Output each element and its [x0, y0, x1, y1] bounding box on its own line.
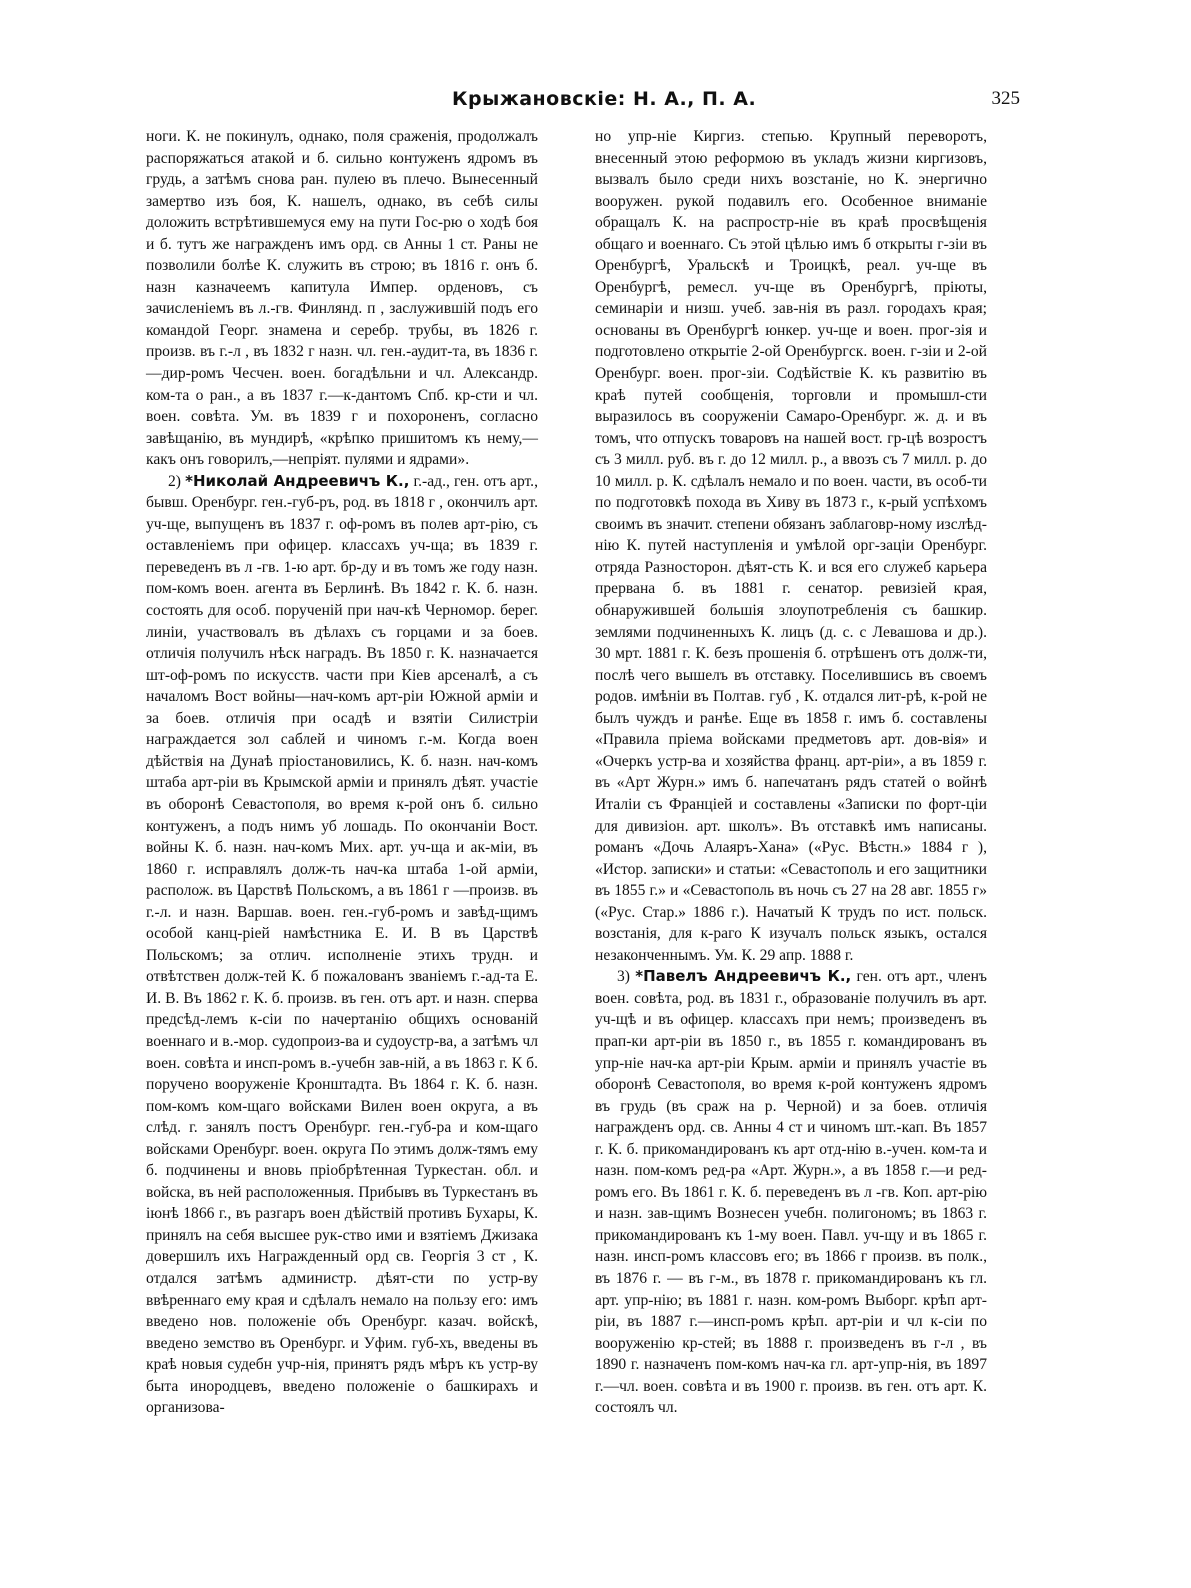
entry-number: 2) — [168, 472, 181, 490]
entry-continuation: но упр-ніе Киргиз. степью. Крупный переворотъ, внесенный этою реформою въ укладъ жизни киргизовъ, вызвалъ было среди нихъ возстаніе, но К. энергично вооружен. рукой подавилъ его. Особенное вниманіе обращалъ К. на распростр-ніе въ краѣ просвѣщенія общаго и военнаго. Съ этой цѣлью имъ б открыты г-зіи въ Оренбургѣ, Уральскѣ и Троицкѣ, реал. уч-ще въ Оренбургѣ, ремесл. уч-ще въ Оренбургѣ, пріюты, семинаріи и низш. учеб. зав-нія въ разл. городахъ края; основаны въ Оренбургѣ юнкер. уч-ще и воен. прог-зія и подготовлено открытіе 2-ой Оренбургск. воен. г-зіи и 2-ой Оренбург. воен. прог-зіи. Содѣйствіе К. къ развитію въ краѣ путей сообщенія, торговли и промышл-сти выразилось въ сооруженіи Самаро-Оренбург. ж. д. и въ томъ, что отпускъ товаровъ на нашей вост. гр-цѣ возростъ съ 3 милл. руб. въ г. до 12 милл. р., а ввозъ съ 7 милл. р. до 10 милл. р. К. сдѣлалъ немало и по воен. части, въ особ-ти по подготовкѣ похода въ Хиву въ 1873 г., к-рый успѣхомъ своимъ въ значит. степени обязанъ заблаговр-ному изслѣд-нію К. путей наступленія и умѣлой орг-заціи Оренбург. отряда Разносторон. дѣят-сть К. и вся его служеб карьера прервана б. въ 1881 г. сенатор. ревизіей края, обнаружившей большія злоупотребленія съ башкир. землями подчиненныхъ К. лицъ (д. с. с Левашова и др.). 30 мрт. 1881 г. К. безъ прошенія б. отрѣшенъ отъ долж-ти, послѣ чего вышелъ въ отставку. Поселившись въ своемъ родов. имѣніи въ Полтав. губ , К. отдался лит-рѣ, к-рой не былъ чуждъ и ранѣе. Еще въ 1858 г. имъ б. составлены «Правила пріема войсками предметовъ арт. дов-вія» и «Очеркъ устр-ва и хозяйства франц. арт-ріи», а въ 1859 г. въ «Арт Журн.» имъ б. напечатанъ рядъ статей о войнѣ Италіи съ Франціей и составлены «Записки по форт-ціи для дивизіон. арт. школъ». Въ отставкѣ имъ написаны. романъ «Дочь Алаяръ-Хана» («Рус. Вѣстн.» 1884 г ), «Истор. записки» и статьи: «Севастополь и его защитники въ 1855 г.» и «Севастополь въ ночь съ 27 на 28 авг. 1855 г» («Рус. Стар.» 1886 г.). Начатый К трудъ по ист. польск. возстанія, для к-раго К изучалъ польск языкъ, остался незаконченнымъ. Ум. К. 29 апр. 1888 г. — [595, 128, 987, 964]
right-column — [595, 126, 987, 1419]
entry-heading-name: *Николай Андреевичъ К., — [185, 471, 410, 490]
entry-body: г.-ад., ген. отъ арт., бывш. Оренбург. ген.-губ-ръ, род. въ 1818 г , окончилъ арт. уч-ще, выпущенъ въ 1837 г. оф-ромъ въ полев арт-рію, съ оставленіемъ при офицер. классахъ уч-ща; въ 1839 г. переведенъ въ л -гв. 1-ю арт. бр-ду и въ томъ же году назн. пом-комъ воен. агента въ Берлинѣ. Въ 1842 г. К. б. назн. состоять для особ. порученій при нач-кѣ Черномор. берег. линіи, участвовалъ въ дѣлахъ съ горцами и за боев. отличія получилъ нѣск наградъ. Въ 1850 г. К. назначается шт-оф-ромъ по искусств. части при Кіев арсеналѣ, а съ началомъ Вост войны—нач-комъ арт-ріи Южной арміи и за боев. отличія при осадѣ и взятіи Силистріи награждается зол саблей и чиномъ г.-м. Когда воен дѣйствія на Дунаѣ пріостановились, К. б. назн. нач-комъ штаба арт-ріи въ Крымской арміи и принялъ дѣят. участіе въ оборонѣ Севастополя, во время к-рой онъ б. сильно контуженъ, а подъ нимъ уб лошадь. По окончаніи Вост. войны К. б. назн. нач-комъ Мих. арт. уч-ща и ак-міи, въ 1860 г. исправлялъ долж-ть нач-ка штаба 1-ой арміи, располож. въ Царствѣ Польскомъ, а въ 1861 г —произв. въ г.-л. и назн. Варшав. воен. ген.-губ-ромъ и завѣд-щимъ особой канц-ріей намѣстника Е. И. В въ Царствѣ Польскомъ; за отлич. исполненіе этихъ трудн. и отвѣтствен долж-тей К. б пожалованъ званіемъ г.-ад-та Е. И. В. Въ 1862 г. К. б. произв. въ ген. отъ арт. и назн. сперва предсѣд-лемъ к-сіи по начертанію общихъ основаній военнаго и в.-мор. судопроиз-ва и судоустр-ва, а затѣмъ чл воен. совѣта и инсп-ромъ в.-учебн зав-ній, а въ 1863 г. К б. поручено вооруженіе Кронштадта. Въ 1864 г. К. б. назн. пом-комъ ком-щаго войсками Вилен воен округа, а въ слѣд. г. занялъ постъ Оренбург. ген.-губ-ра и ком-щаго войсками Оренбург. воен. округа По этимъ долж-тямъ ему б. подчинены и вновь пріобрѣтенная Туркестан. обл. и войска, въ ней расположенныя. Прибывъ въ Туркестанъ въ іюнѣ 1866 г., въ разгаръ воен дѣйствій противъ Бухары, К. принялъ на себя высшее рук-ство ими и взятіемъ Джизака довершилъ ихъ Награжденный орд св. Георгія 3 ст , К. отдался затѣмъ администр. дѣят-сти по устр-ву ввѣреннаго ему края и сдѣлалъ немало на пользу его: имъ введено нов. положеніе объ Оренбург. казач. войскѣ, введено земство въ Оренбург. и Уфим. губ-хъ, введены въ краѣ новыя судебн учр-нія, принятъ рядъ мѣръ къ устр-ву быта инородцевъ, введено положеніе о башкирахъ и организова- — [146, 472, 538, 1417]
entry-continuation: ноги. К. не покинулъ, однако, поля сраженія, продолжалъ распоряжаться атакой и б. сильно контуженъ ядромъ въ грудь, а затѣмъ снова ран. пулею въ плечо. Вынесенный замертво изъ боя, К. нашелъ, однако, въ себѣ силы доложить встрѣтившемуся ему на пути Гос-рю о ходѣ боя и б. тутъ же награжденъ имъ орд. св Анны 1 ст. Раны не позволили болѣе К. служить въ строю; въ 1816 г. онъ б. назн казначеемъ капитула Импер. орденовъ, съ зачисленіемъ въ л.-гв. Финлянд. п , заслужившій подъ его командой Георг. знамена и серебр. трубы, въ 1826 г. произв. въ г.-л , въ 1832 г назн. чл. ген.-аудит-та, въ 1836 г.—дир-ромъ Чесчен. воен. богадѣльни и чл. Александр. ком-та о ран., а въ 1837 г.—к-дантомъ Спб. кр-сти и чл. воен. совѣта. Ум. въ 1839 г и похороненъ, согласно завѣщанію, въ мундирѣ, «крѣпко пришитомъ къ нему,—какъ онъ говорилъ,—непріят. пулями и ядрами». — [146, 128, 538, 469]
entry-number: 3) — [617, 968, 630, 986]
header-title: Крыжановскіе: Н. А., П. А. — [452, 88, 757, 110]
entry-pavel — [595, 966, 987, 1418]
entry-heading-name: *Павелъ Андреевичъ К., — [635, 967, 852, 986]
page-number: 325 — [991, 88, 1020, 109]
running-header — [130, 88, 1020, 118]
entry-nikolai — [146, 471, 538, 1419]
left-column — [146, 126, 538, 1419]
entry-body: ген. отъ арт., членъ воен. совѣта, род. въ 1831 г., образованіе получилъ въ арт. уч-щѣ и въ офицер. классахъ при немъ; произведенъ въ прап-ки арт-ріи въ 1850 г., въ 1855 г. командированъ въ упр-ніе нач-ка арт-ріи Крым. арміи и принялъ участіе въ оборонѣ Севастополя, во время к-рой контуженъ ядромъ въ грудь (въ сраж на р. Черной) и за боев. отличія награжденъ орд. св. Анны 4 ст и чиномъ шт.-кап. Въ 1857 г. К. б. прикомандированъ къ арт отд-нію в.-учен. ком-та и назн. пом-комъ ред-ра «Арт. Журн.», а въ 1858 г.—и ред-ромъ его. Въ 1861 г. К. б. переведенъ въ л -гв. Коп. арт-рію и назн. зав-щимъ Вознесен учебн. полигономъ; въ 1863 г. прикомандированъ къ 1-му воен. Павл. уч-щу и въ 1865 г. назн. инсп-ромъ классовъ его; въ 1866 г произв. въ полк., въ 1876 г. — въ г-м., въ 1878 г. прикомандированъ къ гл. арт. упр-нію; въ 1881 г. назн. ком-ромъ Выборг. крѣп арт-ріи, въ 1887 г.—инсп-ромъ крѣп. арт-ріи и чл к-сіи по вооруженію кр-стей; въ 1888 г. произведенъ въ г-л , въ 1890 г. назначенъ пом-комъ нач-ка гл. арт-упр-нія, въ 1897 г.—чл. воен. совѣта и въ 1900 г. произв. въ ген. отъ арт. К. состоялъ чл. — [595, 968, 987, 1417]
